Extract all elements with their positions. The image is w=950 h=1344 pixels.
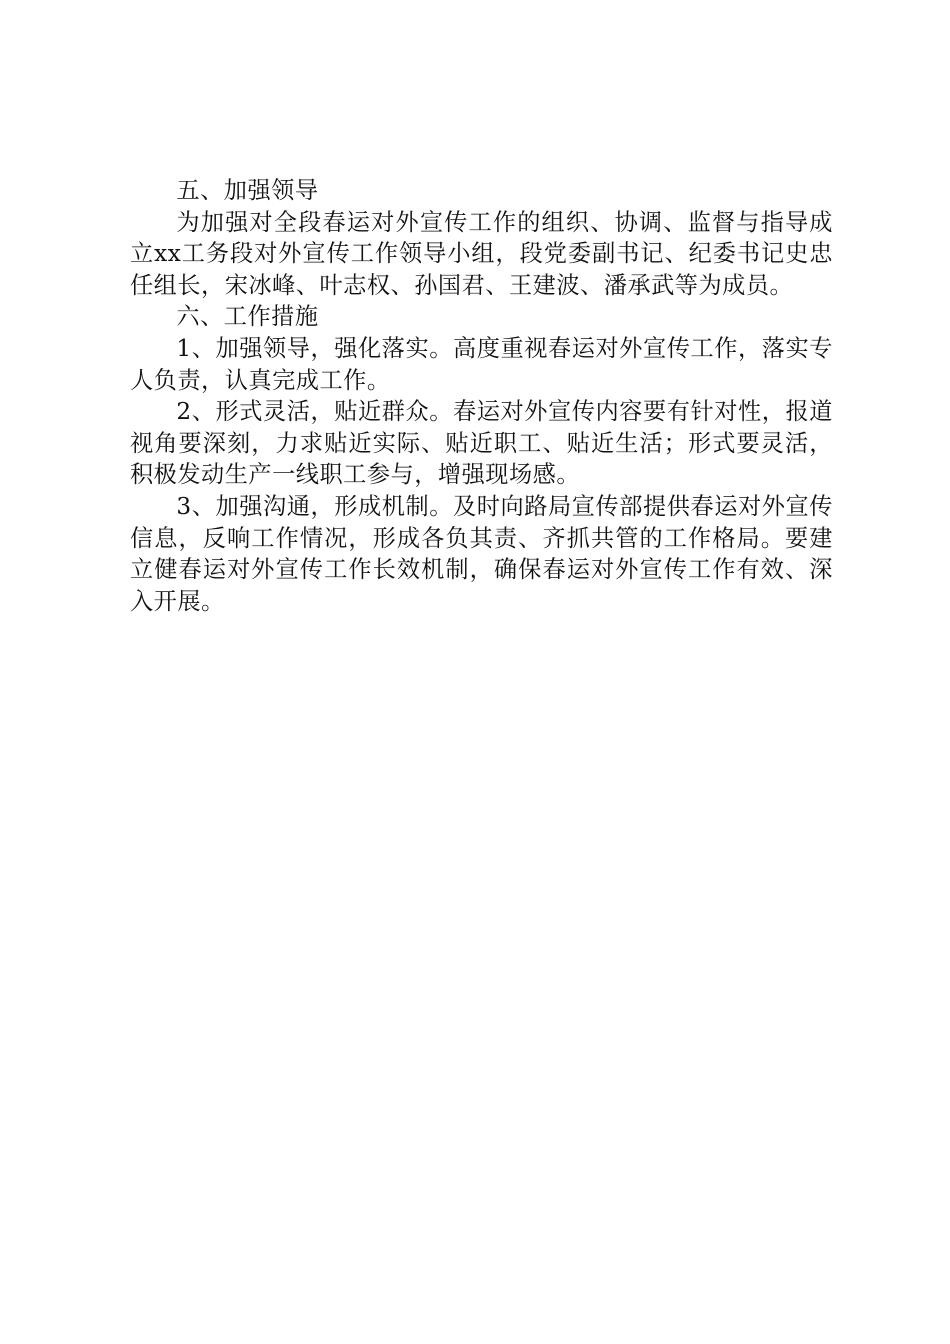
section-heading-leadership: 五、加强领导 [176, 177, 319, 204]
paragraph-measure-1: 1、加强领导，强化落实。高度重视春运对外宣传工作，落实专人负责，认真完成工作。 [130, 334, 833, 394]
section-heading-measures: 六、工作措施 [176, 303, 319, 331]
document-body [130, 175, 833, 617]
paragraph-leadership-group: 为加强对全段春运对外宣传工作的组织、协调、监督与指导成立xx工务段对外宣传工作领导小组，段党委副书记、纪委书记史忠任组长，宋冰峰、叶志权、孙国君、王建波、潘承武等为成员。 [130, 208, 833, 299]
paragraph-measure-3: 3、加强沟通，形成机制。及时向路局宣传部提供春运对外宣传信息，反响工作情况，形成各负其责、齐抓共管的工作格局。要建立健春运对外宣传工作长效机制，确保春运对外宣传工作有效、深入开展。 [130, 492, 833, 615]
paragraph-measure-2: 2、形式灵活，贴近群众。春运对外宣传内容要有针对性，报道视角要深刻，力求贴近实际、贴近职工、贴近生活；形式要灵活，积极发动生产一线职工参与，增强现场感。 [130, 398, 833, 489]
